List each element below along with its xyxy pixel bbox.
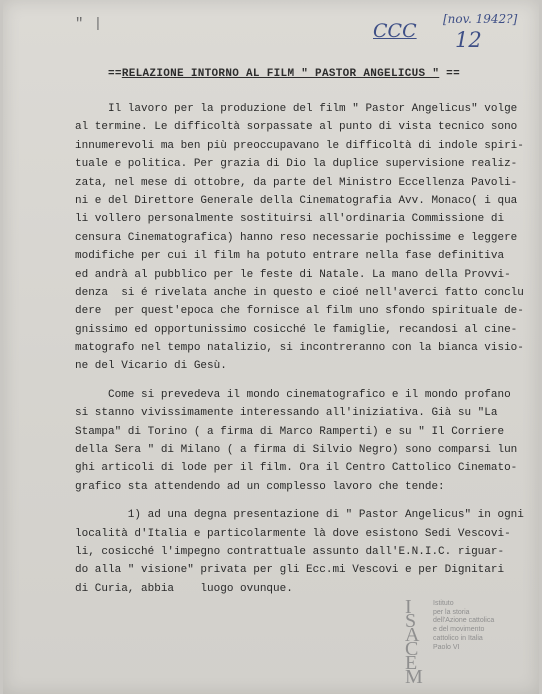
text-line: denza si é rivelata anche in questo e cioé nell'averci fatto conclu — [75, 286, 524, 299]
document-title — [108, 68, 460, 80]
text-line: ni e del Direttore Generale della Cinematografia Avv. Monaco( i qua — [75, 194, 518, 207]
text-line: Stampa" di Torino ( a firma di Marco Ramperti) e su " Il Corriere — [75, 425, 505, 438]
text-line: zata, nel mese di ottobre, da parte del Ministro Eccellenza Pavoli- — [75, 176, 518, 189]
paragraph — [75, 386, 518, 496]
paragraph-gap — [75, 496, 515, 506]
text-line: innumerevoli ma ben più preoccupavano le difficoltà di indole spiri- — [75, 139, 524, 152]
text-line: grafico sta attendendo ad un complesso lavoro che tende: — [75, 480, 445, 493]
text-line: ghi articoli di lode per il film. Ora il Centro Cattolico Cinemato- — [75, 462, 518, 475]
title-suffix: == — [439, 68, 460, 80]
text-line: località d'Italia e particolarmente là dove esistono Sedi Vescovi- — [75, 527, 511, 540]
folio-number-handwritten: 12 — [455, 28, 482, 52]
document-body — [75, 100, 524, 598]
stamp-line: cattolico in Italia — [433, 634, 483, 642]
text-line: ne del Vicario di Gesù. — [75, 360, 227, 373]
archive-code-handwritten: CCC — [373, 20, 417, 42]
document-page — [3, 0, 539, 694]
text-line: censura Cinematografica) hanno reso necessarie pochissime e leggere — [75, 231, 518, 244]
text-line: si stanno vivissimamente interessando all'iniziativa. Già su "La — [75, 407, 498, 420]
stamp-line: Istituto — [433, 600, 454, 607]
stamp-line: per la storia — [433, 608, 470, 616]
text-line: della Sera " di Milano ( a firma di Silvio Negro) sono comparsi lun — [75, 444, 518, 457]
stamp-line: e del movimento — [433, 626, 485, 634]
text-line: tuale e politica. Per grazia di Dio la duplice supervisione realiz- — [75, 158, 518, 171]
paragraph — [75, 506, 524, 598]
text-line: matografo nel tempo natalizio, si incontreranno con la bianca visio- — [75, 342, 524, 355]
stamp-line: dell'Azione cattolica — [433, 617, 495, 625]
text-line: li, cosicché l'impegno contrattuale assunto dall'E.N.I.C. riguar- — [75, 545, 505, 558]
text-line: Il lavoro per la produzione del film " Pastor Angelicus" volge — [75, 103, 518, 115]
text-line: Come si prevedeva il mondo cinematografico e il mondo profano — [75, 388, 511, 401]
text-line: li vollero personalmente sostituirsi all'ordinaria Commissione di — [75, 213, 505, 226]
text-line: al termine. Le difficoltà sorpassate al punto di vista tecnico sono — [75, 121, 518, 134]
text-line: modifiche per cui il film ha potuto entrare nella fase definitiva — [75, 250, 505, 263]
text-line: do alla " visione" privata per gli Ecc.mi Vescovi e per Dignitari — [75, 564, 505, 577]
stamp-text — [433, 600, 499, 652]
paragraph — [75, 100, 524, 376]
archive-stamp — [405, 596, 497, 688]
title-text: RELAZIONE INTORNO AL FILM " PASTOR ANGELICUS " — [121, 68, 440, 80]
paragraph-gap — [75, 376, 515, 386]
margin-ticks: " | — [75, 16, 104, 32]
stamp-logo: I S A C E M — [405, 596, 422, 688]
date-note-handwritten: [nov. 1942?] — [443, 12, 518, 26]
text-line: ed andrà al pubblico per le feste di Natale. La mano della Provvi- — [75, 268, 511, 281]
title-prefix: == — [108, 68, 122, 80]
text-line: gnissimo ed opportunissimo cosicché le famiglie, recandosi al cine- — [75, 323, 518, 336]
stamp-line: Paolo VI — [433, 643, 460, 651]
text-line: dere per quest'epoca che fornisce al film uno sfondo spirituale de- — [75, 305, 524, 318]
text-line: di Curia, abbia luogo ovunque. — [75, 582, 293, 595]
text-line: 1) ad una degna presentazione di " Pastor Angelicus" in ogni — [75, 509, 524, 522]
